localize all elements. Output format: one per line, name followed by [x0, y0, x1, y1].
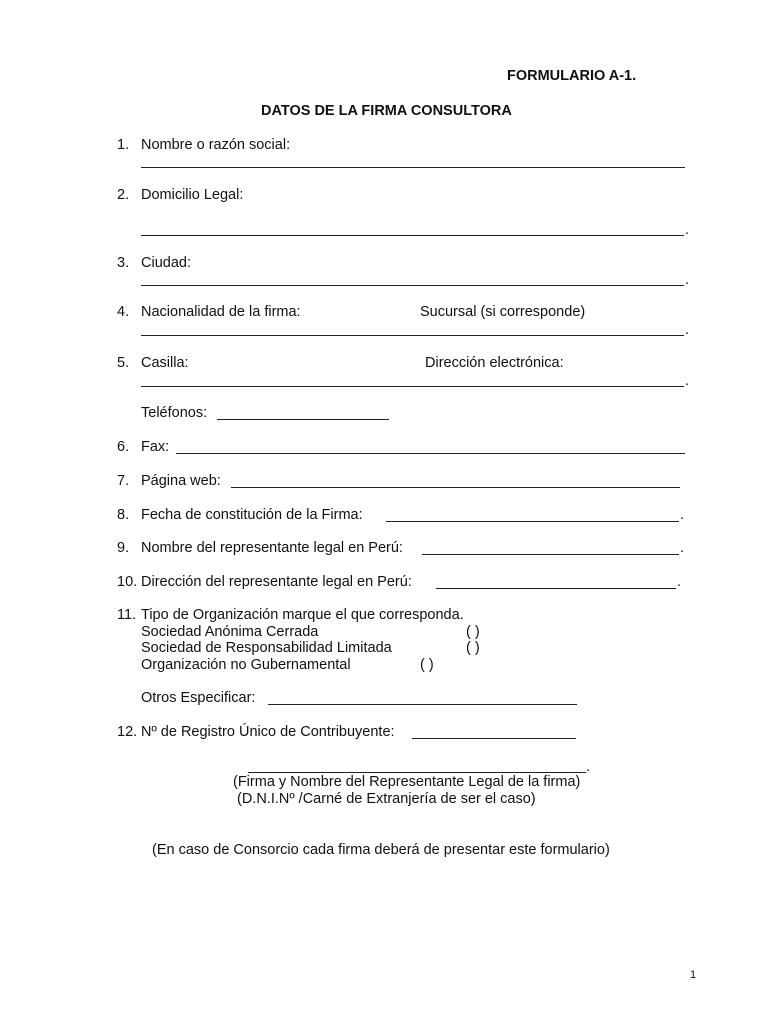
field-label-other: Otros Especificar: [141, 690, 256, 706]
org-option-sac-checkbox[interactable]: ( ) [466, 624, 480, 640]
page-title: DATOS DE LA FIRMA CONSULTORA [261, 103, 512, 119]
field-label-name: Nombre o razón social: [141, 137, 291, 153]
line-end-dot: . [586, 759, 591, 775]
other-input-line[interactable] [268, 704, 577, 705]
page-number: 1 [690, 969, 697, 981]
item-number-1: 1. [117, 137, 130, 153]
line-end-dot: . [685, 272, 690, 288]
item-number-5: 5. [117, 355, 130, 371]
line-end-dot: . [677, 574, 682, 590]
field-label-founding-date: Fecha de constitución de la Firma: [141, 507, 363, 523]
field-label-city: Ciudad: [141, 255, 191, 271]
item-number-9: 9. [117, 540, 130, 556]
org-option-srl-label: Sociedad de Responsabilidad Limitada [141, 640, 392, 656]
name-input-line[interactable] [141, 167, 685, 168]
id-caption: (D.N.I.Nº /Carné de Extranjería de ser el caso) [237, 791, 536, 807]
org-option-ngo-label: Organización no Gubernamental [141, 657, 351, 673]
field-label-ruc: Nº de Registro Único de Contribuyente: [141, 724, 395, 740]
consortium-note: (En caso de Consorcio cada firma deberá de presentar este formulario) [152, 842, 610, 858]
website-input-line[interactable] [231, 487, 680, 488]
field-label-legal-rep-name: Nombre del representante legal en Perú: [141, 540, 403, 556]
org-option-srl-checkbox[interactable]: ( ) [466, 640, 480, 656]
legal-rep-name-input-line[interactable] [422, 554, 679, 555]
signature-caption: (Firma y Nombre del Representante Legal de la firma) [233, 774, 581, 790]
line-end-dot: . [685, 222, 690, 238]
line-end-dot: . [680, 540, 685, 556]
item-number-11: 11. [117, 607, 137, 623]
item-number-8: 8. [117, 507, 130, 523]
field-label-phones: Teléfonos: [141, 405, 208, 421]
line-end-dot: . [685, 322, 690, 338]
signature-line[interactable] [248, 772, 586, 773]
city-input-line[interactable] [141, 285, 684, 286]
nationality-input-line[interactable] [141, 335, 684, 336]
line-end-dot: . [685, 373, 690, 389]
org-option-sac-label: Sociedad Anónima Cerrada [141, 624, 319, 640]
field-label-address: Domicilio Legal: [141, 187, 244, 203]
field-label-website: Página web: [141, 473, 221, 489]
legal-rep-address-input-line[interactable] [436, 588, 676, 589]
fax-input-line[interactable] [176, 453, 685, 454]
founding-date-input-line[interactable] [386, 521, 679, 522]
org-option-ngo-checkbox[interactable]: ( ) [420, 657, 434, 673]
item-number-4: 4. [117, 304, 130, 320]
item-number-7: 7. [117, 473, 130, 489]
field-label-legal-rep-address: Dirección del representante legal en Perú: [141, 574, 412, 590]
ruc-input-line[interactable] [412, 738, 576, 739]
form-id: FORMULARIO A-1. [507, 68, 637, 84]
address-input-line[interactable] [141, 235, 684, 236]
item-number-12: 12. [117, 724, 138, 740]
field-label-branch: Sucursal (si corresponde) [420, 304, 586, 320]
line-end-dot: . [680, 507, 685, 523]
item-number-10: 10. [117, 574, 138, 590]
item-number-6: 6. [117, 439, 130, 455]
field-label-org-type: Tipo de Organización marque el que corresponda. [141, 607, 464, 623]
phones-input-line[interactable] [217, 419, 389, 420]
item-number-2: 2. [117, 187, 130, 203]
mailbox-input-line[interactable] [141, 386, 684, 387]
item-number-3: 3. [117, 255, 130, 271]
field-label-mailbox: Casilla: [141, 355, 189, 371]
field-label-email: Dirección electrónica: [425, 355, 564, 371]
field-label-fax: Fax: [141, 439, 170, 455]
field-label-nationality: Nacionalidad de la firma: [141, 304, 301, 320]
